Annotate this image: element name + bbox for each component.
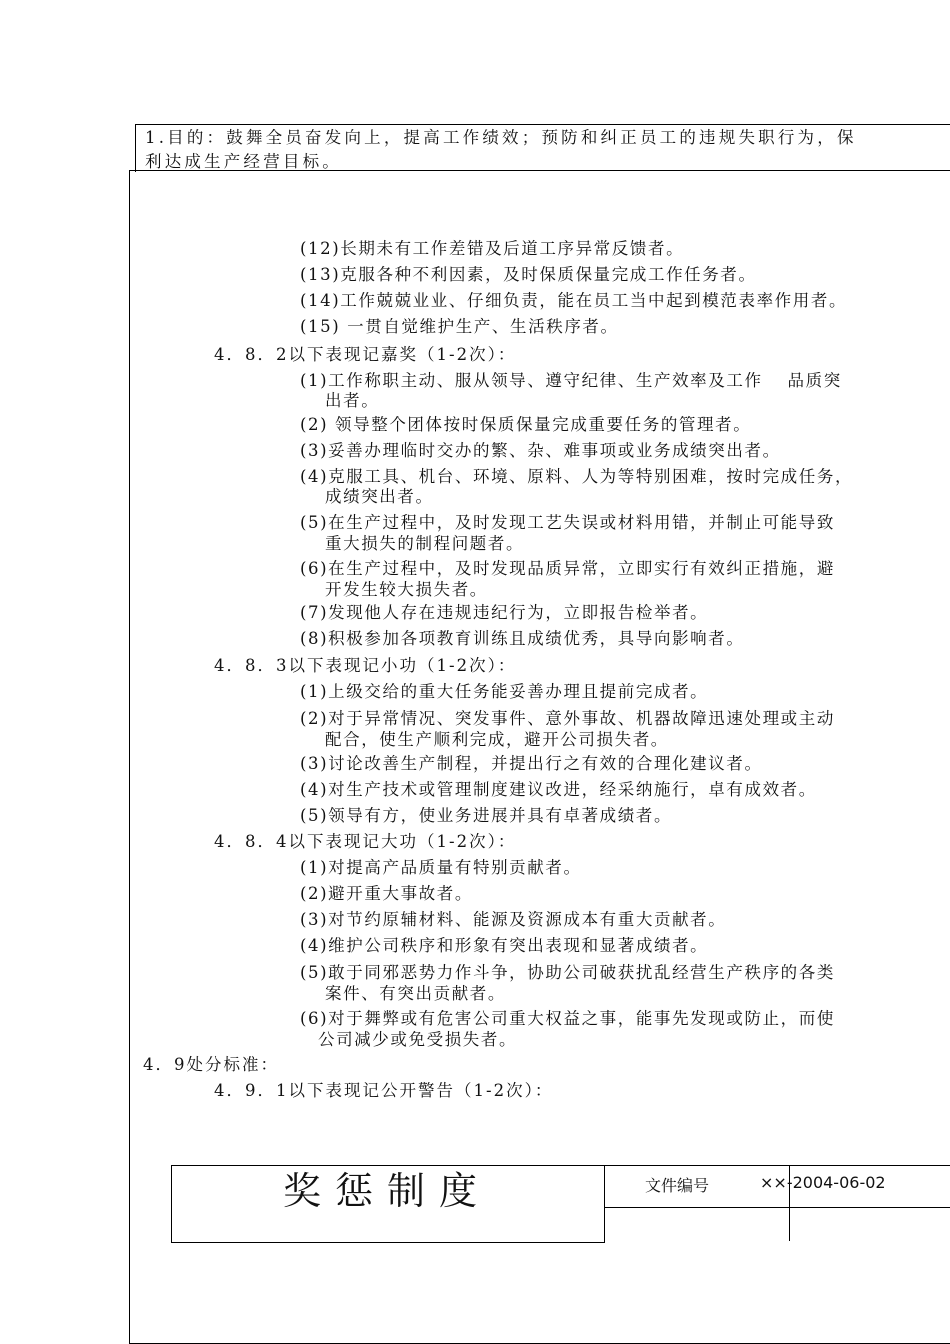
list-item: (7)发现他人存在违规违纪行为，立即报告检举者。 — [300, 603, 709, 622]
list-item: (3)讨论改善生产制程，并提出行之有效的合理化建议者。 — [300, 754, 763, 773]
list-item: (6)对于舞弊或有危害公司重大权益之事，能事先发现或防止，而使 — [300, 1009, 835, 1028]
purpose-line-1: 1.目的：鼓舞全员奋发向上，提高工作绩效；预防和纠正员工的违规失职行为，保 — [145, 128, 857, 147]
list-item-continuation: 配合，使生产顺利完成，避开公司损失者。 — [325, 730, 669, 749]
list-item: (5)在生产过程中，及时发现工艺失误或材料用错，并制止可能导致 — [300, 513, 835, 532]
doc-number-value: ××-2004-06-02 — [760, 1173, 886, 1192]
list-item: (1)工作称职主动、服从领导、遵守纪律、生产效率及工作 品质突 — [300, 371, 842, 390]
list-item: (3)对节约原辅材料、能源及资源成本有重大贡献者。 — [300, 910, 727, 929]
section-heading-4-8-2: 4．8．2以下表现记嘉奖（1-2次）： — [214, 345, 517, 364]
list-item: (2)避开重大事故者。 — [300, 884, 473, 903]
list-item-continuation: 开发生较大损失者。 — [325, 580, 488, 599]
section-heading-4-8-3: 4．8．3以下表现记小功（1-2次）： — [214, 656, 517, 675]
list-item: (8)积极参加各项教育训练且成绩优秀，具导向影响者。 — [300, 629, 745, 648]
section-heading-4-9-1: 4．9．1以下表现记公开警告（1-2次）： — [214, 1081, 554, 1100]
list-item: (14)工作兢兢业业、仔细负责，能在员工当中起到模范表率作用者。 — [300, 291, 848, 310]
list-item: (2) 领导整个团体按时保质保量完成重要任务的管理者。 — [300, 415, 752, 434]
list-item: (3)妥善办理临时交办的繁、杂、难事项或业务成绩突出者。 — [300, 441, 781, 460]
purpose-text — [145, 126, 950, 174]
list-item: (5)领导有方，使业务进展并具有卓著成绩者。 — [300, 806, 673, 825]
list-item-continuation: 案件、有突出贡献者。 — [325, 984, 506, 1003]
list-item-continuation: 重大损失的制程问题者。 — [325, 534, 525, 553]
list-item: (4)克服工具、机台、环境、原料、人为等特别困难，按时完成任务， — [300, 467, 854, 486]
list-item-continuation: 成绩突出者。 — [325, 487, 434, 506]
list-item: (1)上级交给的重大任务能妥善办理且提前完成者。 — [300, 682, 709, 701]
list-item: (5)敢于同邪恶势力作斗争，协助公司破获扰乱经营生产秩序的各类 — [300, 963, 835, 982]
list-item-continuation: 公司减少或免受损失者。 — [318, 1030, 518, 1049]
list-item: (6)在生产过程中，及时发现品质异常，立即实行有效纠正措施，避 — [300, 559, 835, 578]
list-item: (15) 一贯自觉维护生产、生活秩序者。 — [300, 317, 619, 336]
list-item-continuation: 出者。 — [325, 391, 380, 410]
section-heading-4-8-4: 4．8．4以下表现记大功（1-2次）： — [214, 832, 517, 851]
document-title: 奖惩制度 — [282, 1169, 491, 1213]
list-item: (2)对于异常情况、突发事件、意外事故、机器故障迅速处理或主动 — [300, 709, 835, 728]
purpose-line-2: 利达成生产经营目标。 — [145, 152, 342, 171]
list-item: (13)克服各种不利因素，及时保质保量完成工作任务者。 — [300, 265, 757, 284]
list-item: (4)对生产技术或管理制度建议改进，经采纳施行，卓有成效者。 — [300, 780, 817, 799]
section-heading-4-9: 4．9处分标准： — [143, 1055, 279, 1074]
doc-number-label: 文件编号 — [645, 1176, 710, 1195]
list-item: (1)对提高产品质量有特别贡献者。 — [300, 858, 582, 877]
list-item: (4)维护公司秩序和形象有突出表现和显著成绩者。 — [300, 936, 709, 955]
list-item: (12)长期未有工作差错及后道工序异常反馈者。 — [300, 239, 685, 258]
